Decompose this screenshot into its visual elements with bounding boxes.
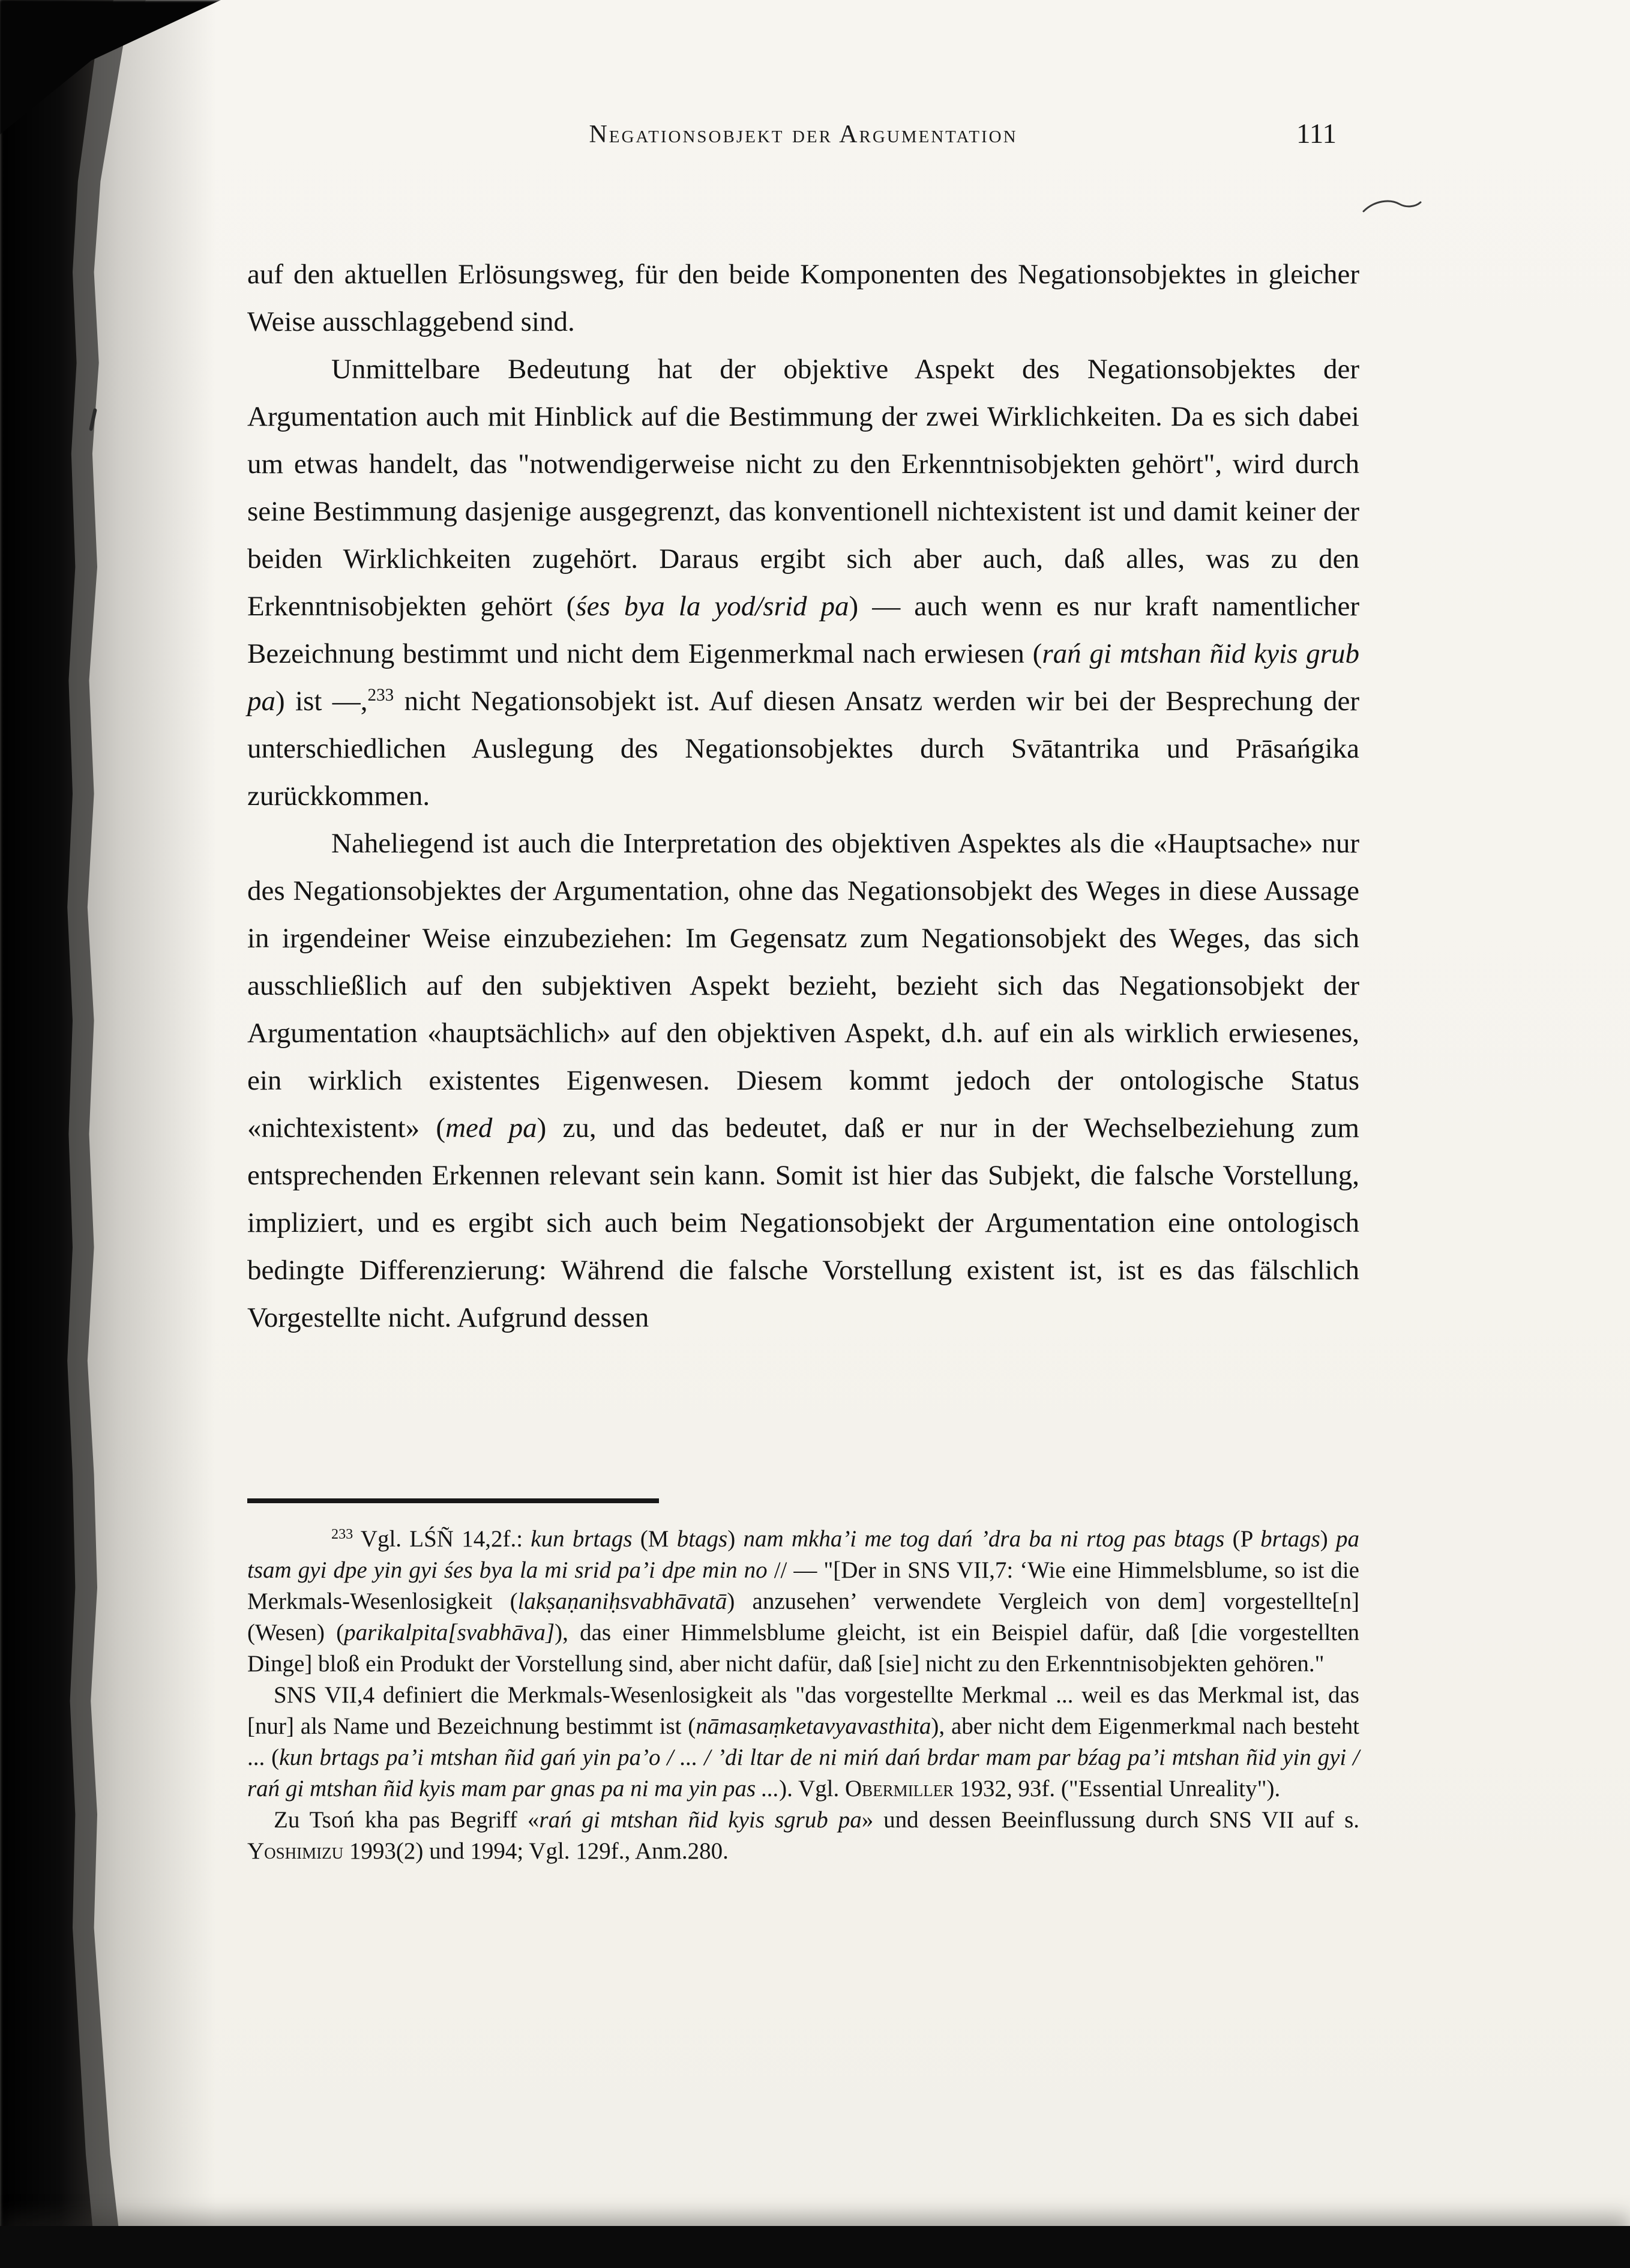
text-segment: ) — auch wenn es nur kraft namentlicher Bezeichnung bestimmt und nicht dem Eigenmerkmal nach erwiesen ( <box>247 591 1359 669</box>
pen-squiggle-mark <box>1362 197 1422 217</box>
text-segment: 1932, 93f. ("Essential Unreality"). <box>954 1776 1281 1802</box>
italic-segment: med pa <box>445 1112 537 1144</box>
italic-segment: rań gi mtshan ñid kyis grub pa <box>247 638 1360 717</box>
text-segment: Zu Tsoń kha pas Begriff « <box>274 1807 540 1833</box>
italic-segment: rań gi mtshan ñid kyis sgrub pa <box>539 1807 862 1833</box>
italic-segment: kun brtags <box>531 1526 633 1552</box>
text-segment: Unmittelbare Bedeutung hat der objektive Aspekt des Negationsobjektes der Argumentation auch mit Hinblick auf die Bestimmung der zwei Wirklichkeiten. Da es sich dabei um etwas handelt, das "notwendigerweise nicht zu den Erkenntnisobjekten gehört", wird durch seine Bestimmung dasjenige ausgegrenzt, das konventionell nichtexistent ist und damit keiner der beiden Wirklichkeiten zugehört. Daraus ergibt sich aber auch, daß alles, was zu den Erkenntnisobjekten gehört ( <box>247 354 1359 622</box>
paragraph <box>247 251 1359 346</box>
italic-segment: btags <box>676 1526 728 1552</box>
running-title: Negationsobjekt der Argumentation <box>589 121 1018 148</box>
text-segment: ), das einer Himmelsblume gleicht, ist ein Beispiel dafür, daß [die vorgestellten Dinge] bloß ein Produkt der Vorstellung sind, aber nicht dafür, daß [sie] nicht zu den Erkenntnisobjekten gehören." <box>247 1620 1359 1677</box>
text-segment: ) <box>1320 1526 1336 1552</box>
scan-artifact-bottom-strip <box>0 2226 1630 2268</box>
italic-segment: kun brtags pa’i mtshan ñid gań yin pa’o / ... / ’di ltar de ni miń dań brdar mam par bźag pa’i mtshan ñid yin gyi / rań gi mtshan ñid kyis mam par gnas pa ni ma yin pas ... <box>247 1745 1359 1802</box>
page-header <box>247 120 1359 149</box>
paragraph <box>247 346 1359 820</box>
text-segment: Naheliegend ist auch die Interpretation des objektiven Aspektes als die «Hauptsache» nur des Negationsobjektes der Argumentation, ohne das Negationsobjekt des Weges in diese Aussage in irgendeiner Weise einzubeziehen: Im Gegensatz zum Negationsobjekt des Weges, das sich ausschließlich auf den subjektiven Aspekt bezieht, bezieht sich das Negationsobjekt der Argumentation «hauptsächlich» auf den objektiven Aspekt, d.h. auf ein als wirklich erwiesenes, ein wirklich existentes Eigenwesen. Diesem kommt jedoch der ontologische Status «nichtexistent» ( <box>247 828 1359 1144</box>
text-segment: ) <box>727 1526 744 1552</box>
text-segment: (M <box>632 1526 677 1552</box>
text-segment: ) anzusehen’ verwendete Vergleich von dem] vorgestellte[n] (Wesen) ( <box>247 1588 1359 1645</box>
text-segment: SNS VII,4 definiert die Merkmals-Wesenlosigkeit als "das vorgestellte Merkmal ... weil es das Merkmal ist, das [nur] als Name und Bezeichnung bestimmt ist ( <box>247 1682 1359 1739</box>
text-segment: ) zu, und das bedeutet, daß er nur in der Wechselbeziehung zum entsprechenden Erkennen relevant sein kann. Somit ist hier das Subjekt, die falsche Vorstellung, impliziert, und es ergibt sich auch beim Negationsobjekt der Argumentation eine ontologisch bedingte Differenzierung: Während die falsche Vorstellung existent ist, ist es das fälschlich Vorgestellte nicht. Aufgrund dessen <box>247 1112 1359 1333</box>
sup-segment: 233 <box>367 685 394 705</box>
italic-segment: pa tsam gyi dpe yin gyi śes bya la mi srid pa’i dpe min no <box>247 1526 1359 1583</box>
italic-segment: nāmasaṃketavyavasthita <box>696 1713 931 1739</box>
body-text <box>247 251 1359 1342</box>
text-segment: auf den aktuellen Erlösungsweg, für den beide Komponenten des Negationsobjektes in gleicher Weise ausschlaggebend sind. <box>247 259 1359 337</box>
smallcaps-segment: Obermiller <box>844 1776 954 1802</box>
page-number: 111 <box>1296 118 1337 149</box>
text-segment: 1993(2) und 1994; Vgl. 129f., Anm.280. <box>343 1838 729 1864</box>
text-segment: ) ist —, <box>275 686 368 717</box>
italic-segment: lakṣaṇaniḥsvabhāvatā <box>517 1588 727 1614</box>
paragraph <box>247 1680 1359 1805</box>
italic-segment: śes bya la yod/srid pa <box>576 591 849 622</box>
text-segment: // — "[Der in SNS VII,7: ‘Wie eine Himmelsblume, so ist die Merkmals-Wesenlosigkeit ( <box>247 1557 1359 1614</box>
text-segment: » und dessen Beeinflussung durch SNS VII auf s. <box>861 1807 1360 1833</box>
text-segment: ), aber nicht dem Eigenmerkmal nach besteht ... ( <box>247 1713 1359 1770</box>
footnotes <box>247 1524 1359 1867</box>
text-segment: (P <box>1224 1526 1261 1552</box>
italic-segment: parikalpita[svabhāva] <box>344 1620 555 1645</box>
text-segment: nicht Negationsobjekt ist. Auf diesen Ansatz werden wir bei der Besprechung der unterschiedlichen Auslegung des Negationsobjektes durch Svātantrika und Prāsańgika zurückkommen. <box>247 686 1359 812</box>
paragraph <box>247 1524 1359 1680</box>
text-segment: Vgl. LŚÑ 14,2f.: <box>353 1526 531 1552</box>
sup-segment: 233 <box>331 1525 353 1542</box>
italic-segment: nam mkha’i me tog dań ’dra ba ni rtog pas btags <box>743 1526 1225 1552</box>
text-segment: ). Vgl. <box>779 1776 845 1802</box>
paragraph <box>247 1805 1359 1867</box>
italic-segment: brtags <box>1260 1526 1320 1552</box>
smallcaps-segment: Yoshimizu <box>247 1838 344 1864</box>
footnote-separator-rule <box>247 1498 659 1503</box>
paragraph <box>247 820 1359 1342</box>
